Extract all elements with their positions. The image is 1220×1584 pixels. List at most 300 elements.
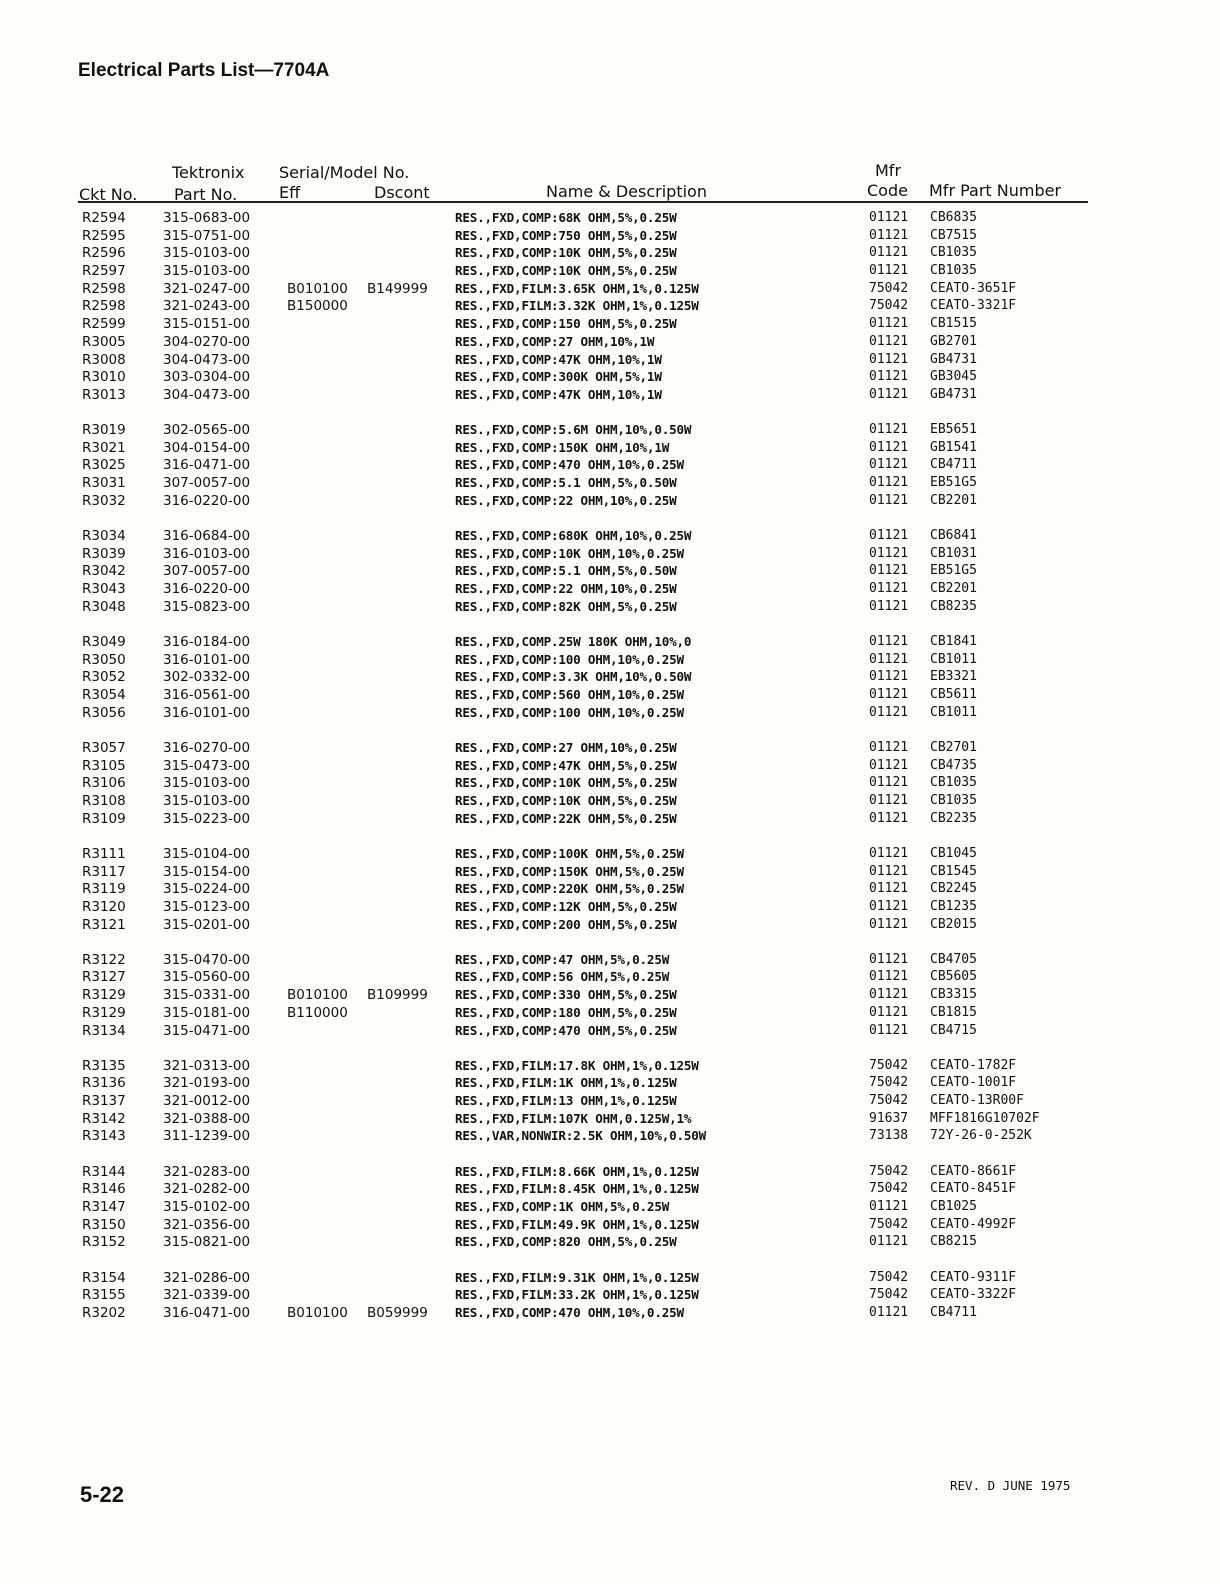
part-no: 304-0154-00 <box>163 439 251 456</box>
description: RES.,FXD,COMP:5.1 OHM,5%,0.50W <box>455 475 677 491</box>
part-no: 315-0181-00 <box>163 1004 251 1021</box>
part-no: 315-0473-00 <box>163 757 251 774</box>
part-no: 304-0270-00 <box>163 333 251 350</box>
ckt-no: R3052 <box>82 669 126 686</box>
eff-serial: B010100 <box>287 1304 348 1321</box>
description: RES.,FXD,FILM:1K OHM,1%,0.125W <box>455 1075 677 1091</box>
table-row <box>0 228 1220 246</box>
table-row <box>0 387 1220 405</box>
table-row <box>0 864 1220 882</box>
part-no: 321-0282-00 <box>163 1181 251 1198</box>
dscont-serial: B059999 <box>367 1304 428 1321</box>
mfr-part-number: CB2245 <box>930 881 977 897</box>
mfr-code: 01121 <box>869 633 909 649</box>
mfr-code: 01121 <box>869 951 909 967</box>
mfr-part-number: EB5651 <box>930 422 977 438</box>
table-row <box>0 669 1220 687</box>
table-row <box>0 1270 1220 1288</box>
eff-serial: B110000 <box>287 1004 348 1021</box>
description: RES.,FXD,COMP:150K OHM,10%,1W <box>455 439 670 455</box>
mfr-code: 01121 <box>869 245 909 261</box>
mfr-code: 75042 <box>869 1163 909 1179</box>
mfr-part-number: CB6841 <box>930 528 977 543</box>
description: RES.,FXD,FILM:8.45K OHM,1%,0.125W <box>455 1181 699 1197</box>
mfr-code: 01121 <box>869 792 909 808</box>
table-row <box>0 599 1220 617</box>
ckt-no: R3032 <box>82 492 126 509</box>
ckt-no: R3122 <box>82 951 126 968</box>
table-row <box>0 1164 1220 1182</box>
description: RES.,FXD,FILM:3.65K OHM,1%,0.125W <box>455 280 699 296</box>
description: RES.,FXD,COMP:47K OHM,5%,0.25W <box>455 757 677 773</box>
parts-table <box>0 210 1220 1323</box>
mfr-code: 01121 <box>869 581 909 597</box>
part-no: 304-0473-00 <box>163 386 251 403</box>
description: RES.,FXD,COMP:27 OHM,10%,0.25W <box>455 739 677 755</box>
part-no: 315-0471-00 <box>163 1022 251 1039</box>
mfr-code: 01121 <box>869 475 909 491</box>
part-no: 316-0220-00 <box>163 581 251 598</box>
part-no: 303-0304-00 <box>163 369 251 386</box>
mfr-code: 01121 <box>869 439 909 455</box>
ckt-no: R3142 <box>82 1110 126 1127</box>
description: RES.,FXD,COMP:47K OHM,10%,1W <box>455 386 662 402</box>
part-no: 315-0103-00 <box>163 245 251 262</box>
ckt-no: R2594 <box>82 210 126 226</box>
description: RES.,FXD,COMP:470 OHM,10%,0.25W <box>455 457 684 473</box>
ckt-no: R3127 <box>82 969 126 986</box>
mfr-code: 01121 <box>869 492 909 508</box>
table-row <box>0 881 1220 899</box>
mfr-part-number: CB1025 <box>930 1199 977 1214</box>
table-row <box>0 917 1220 935</box>
table-row <box>0 457 1220 475</box>
description: RES.,FXD,COMP:68K OHM,5%,0.25W <box>455 210 677 225</box>
mfr-code: 01121 <box>869 881 909 897</box>
mfr-code: 01121 <box>869 598 909 614</box>
ckt-no: R3031 <box>82 475 126 492</box>
part-no: 307-0057-00 <box>163 563 251 580</box>
eff-serial: B150000 <box>287 298 348 315</box>
mfr-part-number: CEATO-9311F <box>930 1269 1017 1285</box>
ckt-no: R3005 <box>82 333 126 350</box>
part-no: 316-0270-00 <box>163 739 251 756</box>
ckt-no: R3121 <box>82 916 126 933</box>
mfr-code: 01121 <box>869 1199 909 1214</box>
ckt-no: R3021 <box>82 439 126 456</box>
mfr-code: 01121 <box>869 528 909 543</box>
part-no: 315-0683-00 <box>163 210 251 226</box>
mfr-code: 91637 <box>869 1110 909 1126</box>
ckt-no: R3129 <box>82 1004 126 1021</box>
mfr-code: 01121 <box>869 369 909 385</box>
table-row <box>0 969 1220 987</box>
description: RES.,FXD,COMP:3.3K OHM,10%,0.50W <box>455 669 692 685</box>
mfr-code: 01121 <box>869 969 909 985</box>
mfr-code: 01121 <box>869 810 909 826</box>
ckt-no: R3155 <box>82 1287 126 1304</box>
table-row <box>0 1023 1220 1041</box>
description: RES.,FXD,COMP:470 OHM,5%,0.25W <box>455 1022 677 1038</box>
table-row <box>0 352 1220 370</box>
part-no: 315-0103-00 <box>163 775 251 792</box>
ckt-no: R3013 <box>82 386 126 403</box>
mfr-part-number: CB6835 <box>930 210 977 225</box>
mfr-code: 01121 <box>869 898 909 914</box>
mfr-code: 01121 <box>869 457 909 473</box>
description: RES.,FXD,COMP:82K OHM,5%,0.25W <box>455 598 677 614</box>
table-row <box>0 1111 1220 1129</box>
ckt-no: R3049 <box>82 633 126 650</box>
ckt-no: R3048 <box>82 598 126 615</box>
mfr-code: 01121 <box>869 757 909 773</box>
mfr-part-number: CB1841 <box>930 633 977 649</box>
part-no: 315-0223-00 <box>163 810 251 827</box>
mfr-part-number: EB51G5 <box>930 563 977 579</box>
mfr-code: 75042 <box>869 1269 909 1285</box>
part-no: 316-0471-00 <box>163 457 251 474</box>
description: RES.,FXD,COMP:200 OHM,5%,0.25W <box>455 916 677 932</box>
table-row <box>0 758 1220 776</box>
header-ckt-no: Ckt No. <box>79 185 138 204</box>
part-no: 316-0561-00 <box>163 687 251 703</box>
ckt-no: R3202 <box>82 1304 126 1321</box>
ckt-no: R3144 <box>82 1163 126 1180</box>
ckt-no: R3054 <box>82 687 126 703</box>
description: RES.,FXD,COMP:750 OHM,5%,0.25W <box>455 227 677 243</box>
mfr-code: 75042 <box>869 1093 909 1109</box>
ckt-no: R3057 <box>82 739 126 756</box>
part-no: 302-0332-00 <box>163 669 251 686</box>
eff-serial: B010100 <box>287 987 348 1004</box>
mfr-code: 01121 <box>869 987 909 1003</box>
table-row <box>0 263 1220 281</box>
header-part-no: Part No. <box>174 185 238 204</box>
table-row <box>0 546 1220 564</box>
header-rule <box>78 201 1088 203</box>
mfr-part-number: CB2201 <box>930 581 977 597</box>
part-no: 315-0103-00 <box>163 792 251 809</box>
mfr-code: 01121 <box>869 227 909 243</box>
table-row <box>0 334 1220 352</box>
table-row <box>0 634 1220 652</box>
table-row <box>0 652 1220 670</box>
description: RES.,FXD,COMP:10K OHM,5%,0.25W <box>455 245 677 261</box>
mfr-part-number: CB8215 <box>930 1234 977 1250</box>
description: RES.,FXD,FILM:3.32K OHM,1%,0.125W <box>455 298 699 314</box>
part-no: 321-0243-00 <box>163 298 251 315</box>
mfr-part-number: CB4711 <box>930 1304 977 1320</box>
ckt-no: R3143 <box>82 1128 126 1145</box>
part-no: 315-0823-00 <box>163 598 251 615</box>
ckt-no: R3043 <box>82 581 126 598</box>
table-row <box>0 1199 1220 1217</box>
table-row <box>0 475 1220 493</box>
table-row <box>0 1181 1220 1199</box>
header-dscont: Dscont <box>374 183 430 202</box>
mfr-part-number: CB3315 <box>930 987 977 1003</box>
table-row <box>0 793 1220 811</box>
mfr-part-number: GB2701 <box>930 333 977 349</box>
part-no: 321-0283-00 <box>163 1163 251 1180</box>
description: RES.,FXD,FILM:49.9K OHM,1%,0.125W <box>455 1216 699 1232</box>
mfr-part-number: CB2015 <box>930 916 977 932</box>
table-row <box>0 440 1220 458</box>
mfr-code: 75042 <box>869 1287 909 1303</box>
description: RES.,FXD,COMP:12K OHM,5%,0.25W <box>455 898 677 914</box>
ckt-no: R3109 <box>82 810 126 827</box>
description: RES.,FXD,FILM:17.8K OHM,1%,0.125W <box>455 1057 699 1073</box>
part-no: 315-0470-00 <box>163 951 251 968</box>
mfr-code: 01121 <box>869 704 909 720</box>
description: RES.,FXD,COMP:150 OHM,5%,0.25W <box>455 316 677 332</box>
description: RES.,FXD,COMP:150K OHM,5%,0.25W <box>455 863 684 879</box>
mfr-part-number: CB1515 <box>930 316 977 332</box>
description: RES.,FXD,COMP:22 OHM,10%,0.25W <box>455 492 677 508</box>
header-mfr-part-number: Mfr Part Number <box>929 181 1062 200</box>
mfr-code: 75042 <box>869 1181 909 1197</box>
mfr-part-number: CEATO-3321F <box>930 298 1017 314</box>
table-row <box>0 1075 1220 1093</box>
mfr-part-number: CB1815 <box>930 1004 977 1020</box>
description: RES.,FXD,FILM:33.2K OHM,1%,0.125W <box>455 1287 699 1303</box>
table-row <box>0 705 1220 723</box>
mfr-part-number: MFF1816G10702F <box>930 1110 1040 1126</box>
ckt-no: R3105 <box>82 757 126 774</box>
table-row <box>0 316 1220 334</box>
mfr-part-number: CEATO-3651F <box>930 280 1017 296</box>
table-row <box>0 245 1220 263</box>
dscont-serial: B109999 <box>367 987 428 1004</box>
ckt-no: R2596 <box>82 245 126 262</box>
mfr-part-number: CEATO-13R00F <box>930 1093 1024 1109</box>
part-no: 315-0102-00 <box>163 1199 251 1215</box>
mfr-part-number: CB1545 <box>930 863 977 879</box>
description: RES.,FXD,COMP:47 OHM,5%,0.25W <box>455 951 670 967</box>
mfr-part-number: CB1035 <box>930 775 977 791</box>
mfr-code: 01121 <box>869 316 909 332</box>
ckt-no: R3010 <box>82 369 126 386</box>
table-row <box>0 687 1220 705</box>
table-row <box>0 899 1220 917</box>
mfr-code: 01121 <box>869 386 909 402</box>
mfr-code: 73138 <box>869 1128 909 1144</box>
description: RES.,VAR,NONWIR:2.5K OHM,10%,0.50W <box>455 1128 706 1144</box>
description: RES.,FXD,COMP:180 OHM,5%,0.25W <box>455 1004 677 1020</box>
part-no: 315-0123-00 <box>163 898 251 915</box>
mfr-code: 01121 <box>869 263 909 279</box>
description: RES.,FXD,COMP:300K OHM,5%,1W <box>455 369 662 385</box>
mfr-part-number: CEATO-1782F <box>930 1057 1017 1073</box>
description: RES.,FXD,COMP:56 OHM,5%,0.25W <box>455 969 670 985</box>
ckt-no: R2598 <box>82 298 126 315</box>
mfr-part-number: CEATO-4992F <box>930 1216 1017 1232</box>
page-number: 5-22 <box>80 1482 125 1507</box>
mfr-code: 01121 <box>869 1004 909 1020</box>
table-row <box>0 528 1220 546</box>
part-no: 302-0565-00 <box>163 422 251 439</box>
part-no: 315-0151-00 <box>163 316 251 333</box>
header-mfr: Mfr <box>875 161 902 180</box>
part-no: 315-0821-00 <box>163 1234 251 1251</box>
table-row <box>0 1058 1220 1076</box>
dscont-serial: B149999 <box>367 280 428 297</box>
part-no: 315-0154-00 <box>163 863 251 880</box>
description: RES.,FXD,COMP:27 OHM,10%,1W <box>455 333 655 349</box>
mfr-part-number: GB4731 <box>930 351 977 367</box>
table-row <box>0 581 1220 599</box>
ckt-no: R3050 <box>82 651 126 668</box>
table-row <box>0 987 1220 1005</box>
ckt-no: R3042 <box>82 563 126 580</box>
part-no: 316-0101-00 <box>163 704 251 721</box>
mfr-code: 01121 <box>869 422 909 438</box>
mfr-part-number: CB4711 <box>930 457 977 473</box>
mfr-part-number: CEATO-1001F <box>930 1075 1017 1091</box>
description: RES.,FXD,COMP:1K OHM,5%,0.25W <box>455 1199 670 1214</box>
description: RES.,FXD,COMP:560 OHM,10%,0.25W <box>455 687 684 702</box>
ckt-no: R3129 <box>82 987 126 1004</box>
part-no: 307-0057-00 <box>163 475 251 492</box>
description: RES.,FXD,COMP:5.6M OHM,10%,0.50W <box>455 422 692 438</box>
header-eff: Eff <box>279 183 301 202</box>
part-no: 316-0101-00 <box>163 651 251 668</box>
description: RES.,FXD,FILM:8.66K OHM,1%,0.125W <box>455 1163 699 1179</box>
part-no: 315-0331-00 <box>163 987 251 1004</box>
mfr-part-number: CB1011 <box>930 651 977 667</box>
description: RES.,FXD,COMP:10K OHM,10%,0.25W <box>455 545 684 561</box>
description: RES.,FXD,COMP:10K OHM,5%,0.25W <box>455 263 677 279</box>
mfr-part-number: CB1235 <box>930 898 977 914</box>
description: RES.,FXD,COMP:330 OHM,5%,0.25W <box>455 987 677 1003</box>
part-no: 321-0388-00 <box>163 1110 251 1127</box>
table-row <box>0 369 1220 387</box>
description: RES.,FXD,COMP:22 OHM,10%,0.25W <box>455 581 677 597</box>
mfr-code: 01121 <box>869 916 909 932</box>
description: RES.,FXD,FILM:107K OHM,0.125W,1% <box>455 1110 692 1126</box>
mfr-code: 01121 <box>869 687 909 702</box>
mfr-code: 01121 <box>869 863 909 879</box>
mfr-part-number: CEATO-8661F <box>930 1163 1017 1179</box>
table-row <box>0 1217 1220 1235</box>
description: RES.,FXD,COMP:680K OHM,10%,0.25W <box>455 528 692 543</box>
table-row <box>0 281 1220 299</box>
header-name-description: Name & Description <box>546 182 707 201</box>
part-no: 316-0184-00 <box>163 633 251 650</box>
table-row <box>0 422 1220 440</box>
description: RES.,FXD,COMP:100 OHM,10%,0.25W <box>455 704 684 720</box>
description: RES.,FXD,COMP.25W 180K OHM,10%,0 <box>455 633 692 649</box>
ckt-no: R2599 <box>82 316 126 333</box>
part-no: 321-0339-00 <box>163 1287 251 1304</box>
table-row <box>0 298 1220 316</box>
ckt-no: R3111 <box>82 845 126 862</box>
part-no: 315-0104-00 <box>163 845 251 862</box>
mfr-code: 01121 <box>869 563 909 579</box>
mfr-part-number: CB2701 <box>930 739 977 755</box>
table-row <box>0 1093 1220 1111</box>
table-row <box>0 563 1220 581</box>
page-title: Electrical Parts List—7704A <box>78 60 330 81</box>
mfr-part-number: CB4715 <box>930 1022 977 1038</box>
revision-note: REV. D JUNE 1975 <box>950 1478 1071 1493</box>
header-tektronix: Tektronix <box>172 163 245 182</box>
mfr-part-number: CB1011 <box>930 704 977 720</box>
description: RES.,FXD,COMP:220K OHM,5%,0.25W <box>455 881 684 897</box>
description: RES.,FXD,COMP:5.1 OHM,5%,0.50W <box>455 563 677 579</box>
description: RES.,FXD,COMP:100 OHM,10%,0.25W <box>455 651 684 667</box>
ckt-no: R3120 <box>82 898 126 915</box>
mfr-code: 01121 <box>869 845 909 861</box>
mfr-part-number: CB2235 <box>930 810 977 826</box>
mfr-part-number: 72Y-26-0-252K <box>930 1128 1032 1144</box>
header-serial-model: Serial/Model No. <box>279 163 410 182</box>
mfr-code: 75042 <box>869 298 909 314</box>
ckt-no: R3150 <box>82 1216 126 1233</box>
mfr-code: 75042 <box>869 1075 909 1091</box>
description: RES.,FXD,COMP:10K OHM,5%,0.25W <box>455 792 677 808</box>
mfr-code: 01121 <box>869 651 909 667</box>
part-no: 321-0356-00 <box>163 1216 251 1233</box>
table-row <box>0 740 1220 758</box>
mfr-part-number: GB1541 <box>930 439 977 455</box>
description: RES.,FXD,FILM:13 OHM,1%,0.125W <box>455 1093 677 1109</box>
part-no: 316-0103-00 <box>163 545 251 562</box>
part-no: 315-0751-00 <box>163 227 251 244</box>
table-row <box>0 775 1220 793</box>
part-no: 321-0313-00 <box>163 1057 251 1074</box>
ckt-no: R2595 <box>82 227 126 244</box>
table-row <box>0 1287 1220 1305</box>
mfr-part-number: CB1031 <box>930 545 977 561</box>
ckt-no: R3147 <box>82 1199 126 1215</box>
mfr-part-number: CEATO-3322F <box>930 1287 1017 1303</box>
ckt-no: R3056 <box>82 704 126 721</box>
mfr-code: 01121 <box>869 210 909 225</box>
table-row <box>0 1234 1220 1252</box>
table-row <box>0 846 1220 864</box>
ckt-no: R3154 <box>82 1269 126 1286</box>
ckt-no: R3119 <box>82 881 126 898</box>
part-no: 315-0224-00 <box>163 881 251 898</box>
ckt-no: R3152 <box>82 1234 126 1251</box>
part-no: 304-0473-00 <box>163 351 251 368</box>
mfr-part-number: GB3045 <box>930 369 977 385</box>
mfr-part-number: EB3321 <box>930 669 977 685</box>
mfr-part-number: CB1035 <box>930 792 977 808</box>
ckt-no: R3106 <box>82 775 126 792</box>
part-no: 321-0247-00 <box>163 280 251 297</box>
ckt-no: R3135 <box>82 1057 126 1074</box>
mfr-part-number: CB1035 <box>930 245 977 261</box>
mfr-part-number: CB7515 <box>930 227 977 243</box>
table-row <box>0 1128 1220 1146</box>
header-code: Code <box>867 181 908 200</box>
description: RES.,FXD,COMP:100K OHM,5%,0.25W <box>455 845 684 861</box>
part-no: 316-0220-00 <box>163 492 251 509</box>
ckt-no: R3039 <box>82 545 126 562</box>
mfr-part-number: CB2201 <box>930 492 977 508</box>
mfr-code: 01121 <box>869 775 909 791</box>
part-no: 316-0684-00 <box>163 528 251 544</box>
mfr-code: 75042 <box>869 1057 909 1073</box>
part-no: 315-0201-00 <box>163 916 251 933</box>
ckt-no: R3108 <box>82 792 126 809</box>
ckt-no: R3034 <box>82 528 126 544</box>
eff-serial: B010100 <box>287 280 348 297</box>
ckt-no: R3134 <box>82 1022 126 1039</box>
mfr-code: 01121 <box>869 739 909 755</box>
